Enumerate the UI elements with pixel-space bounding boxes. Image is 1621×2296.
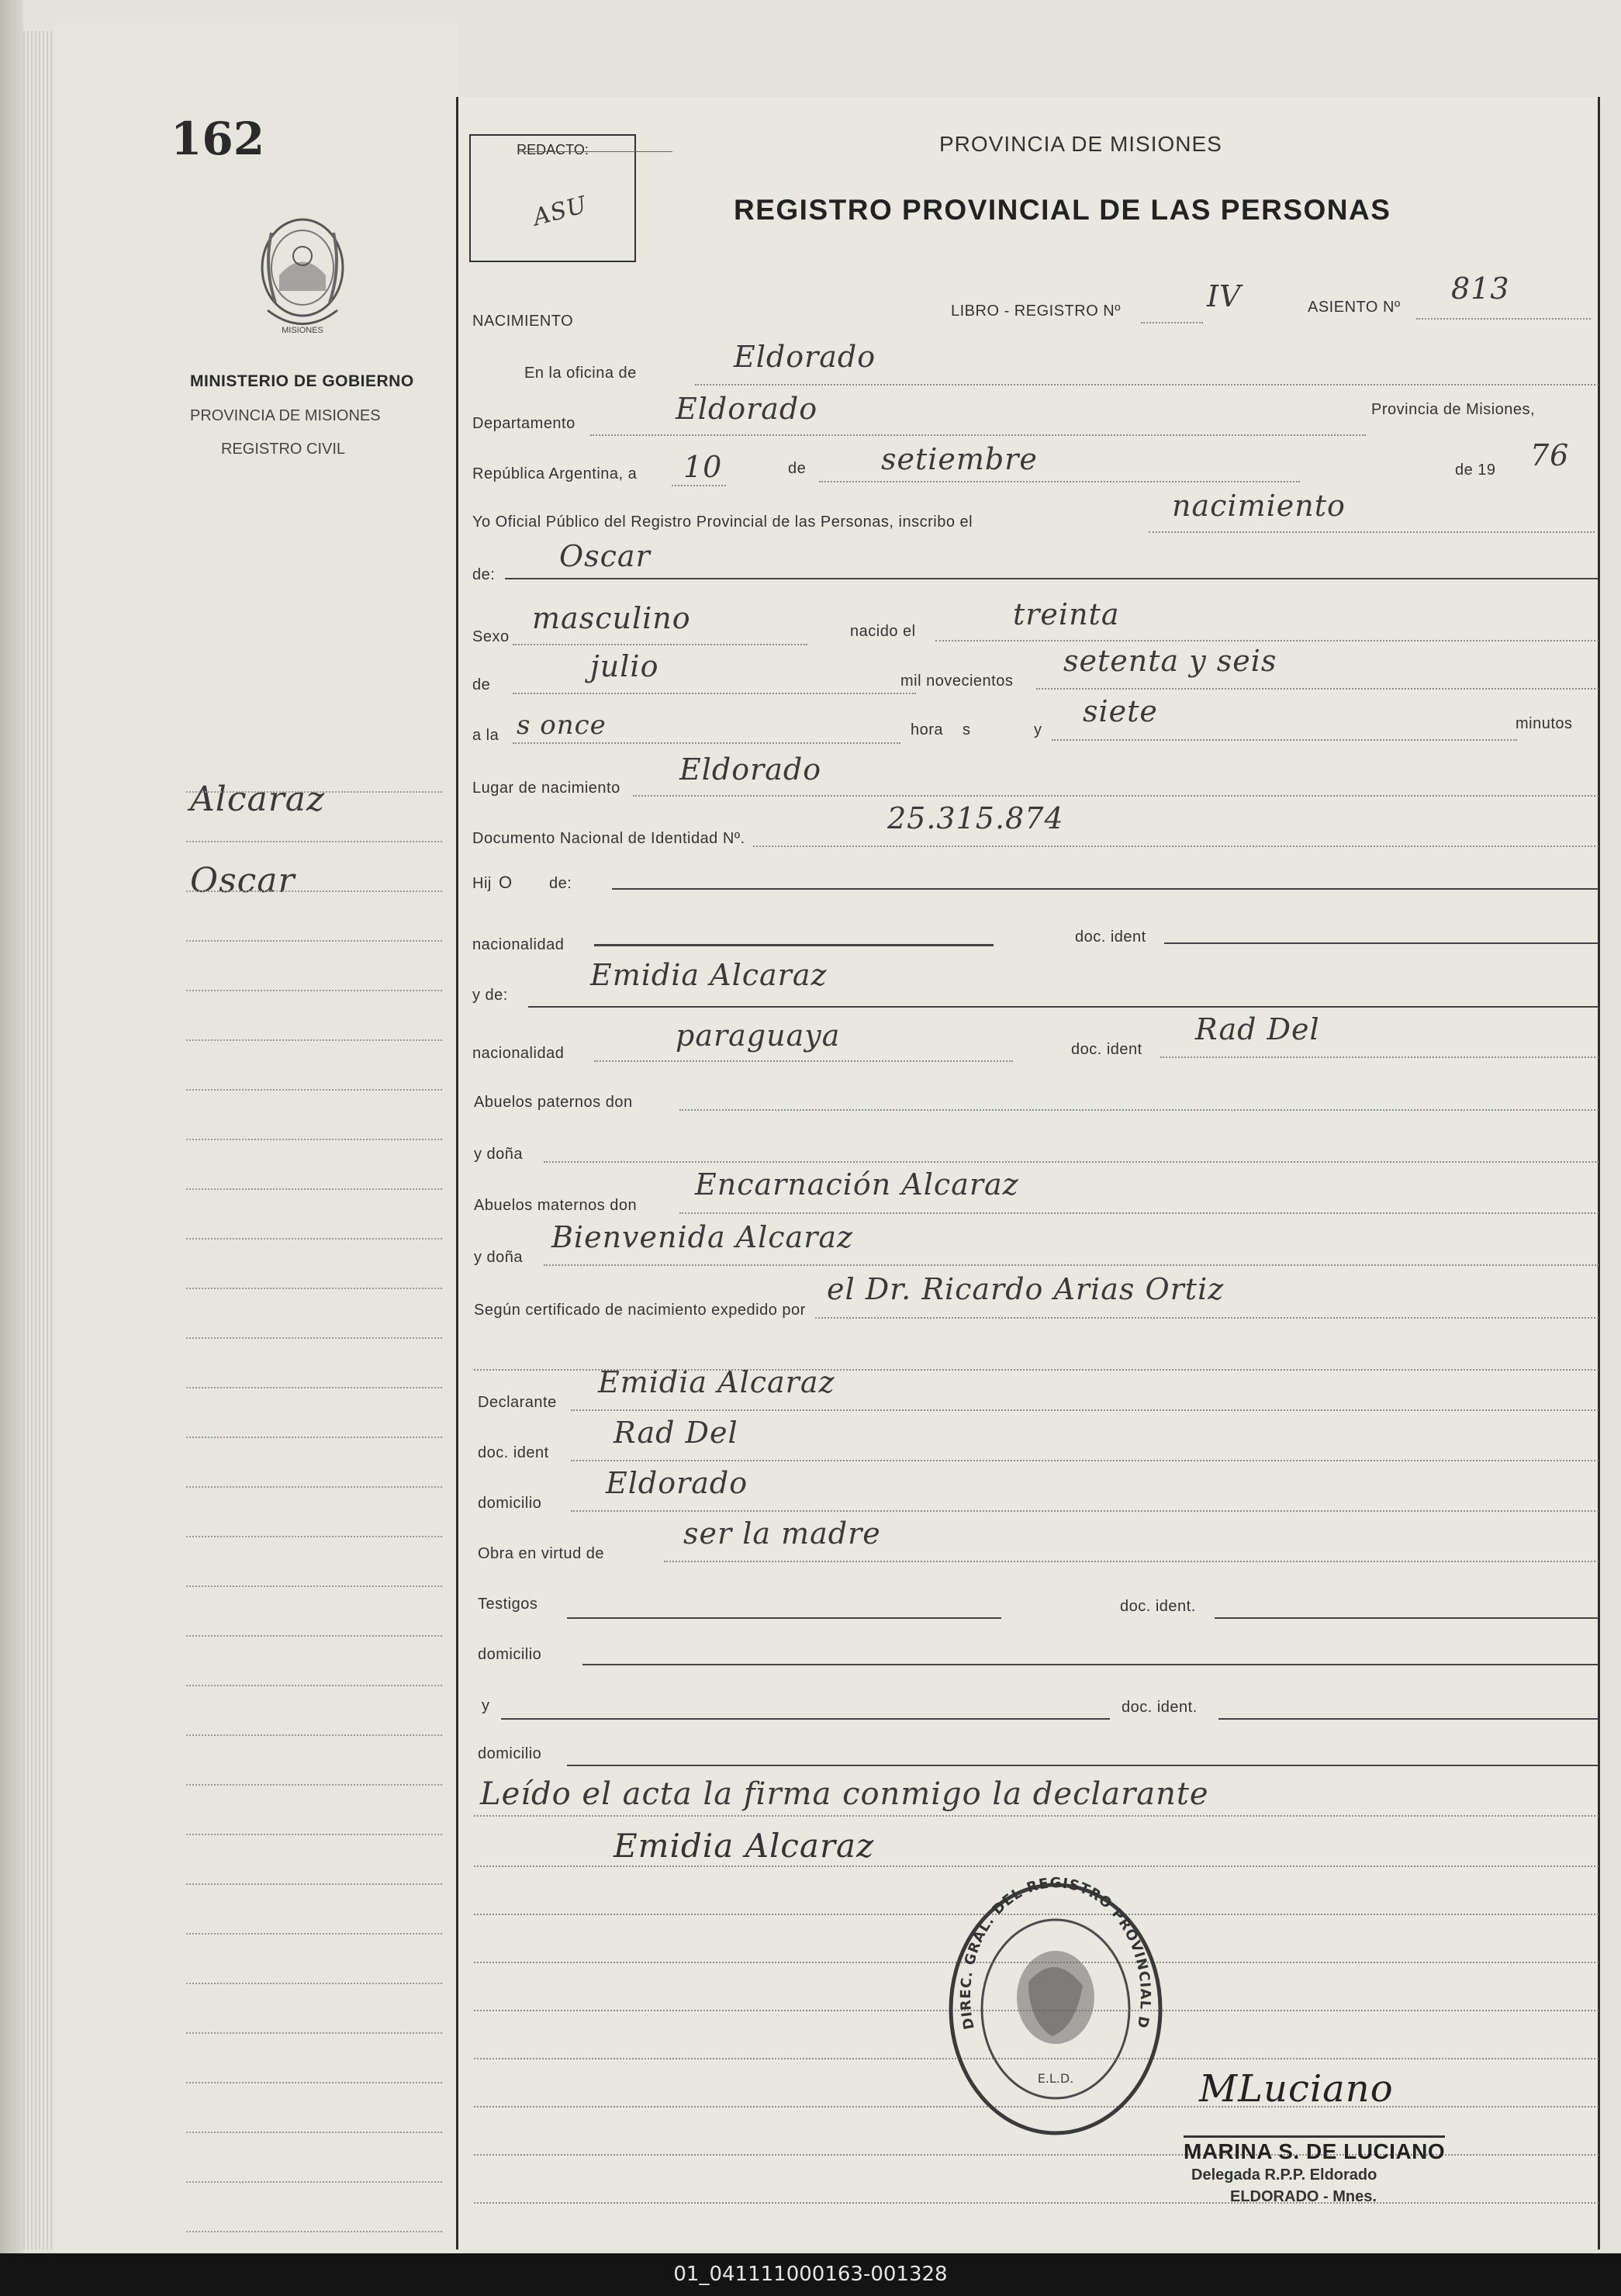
domicilio3-line bbox=[567, 1765, 1599, 1766]
mil-label: mil novecientos bbox=[900, 673, 1014, 690]
official-title: Delegada R.P.P. Eldorado bbox=[1191, 2166, 1377, 2184]
hora-suffix: s bbox=[963, 721, 971, 738]
margin-note-name: Oscar bbox=[190, 861, 296, 901]
dni-label: Documento Nacional de Identidad Nº. bbox=[472, 830, 745, 847]
minutos-label: minutos bbox=[1516, 715, 1573, 732]
margin-ruled-line bbox=[186, 1089, 442, 1091]
de2-label: de bbox=[472, 676, 491, 693]
nacido-label: nacido el bbox=[850, 623, 916, 640]
nombre-value: Oscar bbox=[559, 539, 651, 573]
doc-ident3-value: Rad Del bbox=[613, 1416, 738, 1450]
de-label: de bbox=[788, 460, 807, 477]
abuela-mat-value: Bienvenida Alcaraz bbox=[551, 1220, 854, 1254]
a-la-label: a la bbox=[472, 727, 499, 744]
abuela-mat-line bbox=[544, 1264, 1599, 1266]
book-binding bbox=[0, 0, 23, 2253]
ministry-line-3: REGISTRO CIVIL bbox=[220, 441, 346, 458]
form-ruled-line bbox=[474, 1866, 1599, 1867]
a-la-line bbox=[513, 742, 900, 744]
departamento-line bbox=[590, 434, 1366, 436]
declarante-signature: Emidia Alcaraz bbox=[613, 1827, 875, 1865]
margin-ruled-line bbox=[186, 1188, 442, 1190]
oficina-value: Eldorado bbox=[734, 340, 876, 374]
dia-line bbox=[672, 485, 726, 486]
margin-ruled-line bbox=[186, 940, 442, 942]
mes-nac-value: julio bbox=[590, 649, 659, 683]
scan-id-footer: 01_041111000163-001328 bbox=[0, 2253, 1621, 2296]
anio-nac-line bbox=[1036, 688, 1599, 690]
hora-label: hora bbox=[911, 721, 944, 738]
asiento-value: 813 bbox=[1451, 271, 1510, 306]
redacto-initials: ASU bbox=[530, 191, 590, 232]
declarante-label: Declarante bbox=[478, 1394, 557, 1411]
abuelos-mat-label: Abuelos maternos don bbox=[474, 1197, 638, 1214]
y-label: y bbox=[1034, 721, 1042, 738]
obra-value: ser la madre bbox=[683, 1516, 881, 1551]
y-testigo-label: y bbox=[482, 1697, 490, 1714]
seal-label: MISIONES bbox=[282, 326, 323, 335]
mes-line bbox=[819, 481, 1300, 482]
libro-line bbox=[1141, 322, 1203, 323]
margin-ruled-line bbox=[186, 1387, 442, 1388]
margin-ruled-line bbox=[186, 1983, 442, 1984]
domicilio3-label: domicilio bbox=[478, 1745, 542, 1762]
margin-ruled-line bbox=[186, 990, 442, 991]
asiento-line bbox=[1416, 318, 1591, 320]
sexo-label: Sexo bbox=[472, 628, 510, 645]
margin-ruled-line bbox=[186, 2231, 442, 2232]
nacionalidad1-line bbox=[594, 944, 994, 946]
doc-ident1-label: doc. ident bbox=[1075, 928, 1146, 946]
inscribo-value: nacimiento bbox=[1172, 489, 1346, 523]
stamp-inner-text: E.L.D. bbox=[1037, 2071, 1074, 2086]
birth-record-form bbox=[456, 97, 1600, 2249]
margin-ruled-line bbox=[186, 2181, 442, 2183]
nacionalidad2-line bbox=[594, 1060, 1013, 1062]
margin-ruled-line bbox=[186, 2132, 442, 2133]
form-ruled-line bbox=[474, 2202, 1599, 2204]
folio-number: 162 bbox=[171, 112, 265, 165]
lugar-value: Eldorado bbox=[679, 752, 822, 787]
domicilio-value: Eldorado bbox=[606, 1466, 748, 1500]
margin-ruled-line bbox=[186, 1039, 442, 1041]
anio-label: de 19 bbox=[1455, 462, 1496, 479]
official-stamp bbox=[943, 1873, 1168, 2137]
libro-label: LIBRO - REGISTRO Nº bbox=[951, 303, 1122, 320]
margin-ruled-line bbox=[186, 1585, 442, 1587]
margin-ruled-line bbox=[186, 1685, 442, 1686]
testigos-line bbox=[567, 1617, 1001, 1619]
madre-value: Emidia Alcaraz bbox=[590, 958, 828, 992]
abuelo-mat-value: Encarnación Alcaraz bbox=[695, 1167, 1019, 1202]
dni-value: 25.315.874 bbox=[887, 801, 1064, 835]
minutos-value: siete bbox=[1083, 694, 1158, 728]
ministry-line-1: MINISTERIO DE GOBIERNO bbox=[190, 372, 414, 390]
de-nombre-label: de: bbox=[472, 566, 496, 583]
margin-ruled-line bbox=[186, 841, 442, 842]
declarante-line bbox=[571, 1409, 1599, 1411]
margin-ruled-line bbox=[186, 1635, 442, 1637]
abuelos-pat-label: Abuelos paternos don bbox=[474, 1094, 633, 1111]
nacido-line bbox=[935, 640, 1599, 641]
dni-line bbox=[753, 845, 1599, 847]
domicilio-line bbox=[571, 1510, 1599, 1512]
margin-ruled-line bbox=[186, 1784, 442, 1786]
margin-ruled-line bbox=[186, 1883, 442, 1885]
doc-ident2-label: doc. ident bbox=[1071, 1041, 1142, 1058]
mes-nac-line bbox=[513, 693, 916, 694]
nombre-line bbox=[505, 578, 1599, 579]
minutos-line bbox=[1052, 739, 1517, 741]
redacto-underline bbox=[517, 151, 672, 152]
doc-ident5-label: doc. ident. bbox=[1122, 1699, 1198, 1716]
coat-of-arms-seal bbox=[248, 202, 357, 349]
hijo-de-label: de: bbox=[549, 875, 572, 892]
asiento-label: ASIENTO Nº bbox=[1308, 299, 1401, 316]
oficina-label: En la oficina de bbox=[524, 365, 637, 382]
margin-note-surname: Alcaraz bbox=[190, 780, 326, 819]
leido-text: Leído el acta la firma conmigo la declarante bbox=[480, 1776, 1209, 1812]
departamento-label: Departamento bbox=[472, 415, 575, 432]
testigo2-line bbox=[501, 1718, 1110, 1720]
doc-ident5-line bbox=[1218, 1718, 1599, 1720]
nacionalidad1-label: nacionalidad bbox=[472, 936, 565, 953]
leido-line bbox=[474, 1815, 1599, 1817]
doc-ident4-line bbox=[1215, 1617, 1599, 1619]
madre-line bbox=[528, 1006, 1599, 1008]
domicilio-label: domicilio bbox=[478, 1495, 542, 1512]
page-edges bbox=[23, 31, 54, 2249]
republica-label: República Argentina, a bbox=[472, 465, 638, 482]
domicilio2-line bbox=[582, 1664, 1599, 1665]
margin-ruled-line bbox=[186, 1536, 442, 1537]
margin-ruled-line bbox=[186, 1486, 442, 1488]
margin-ruled-line bbox=[186, 2032, 442, 2034]
margin-ruled-line bbox=[186, 1734, 442, 1736]
redacto-label: REDACTO: bbox=[517, 142, 589, 157]
anio-value: 76 bbox=[1530, 438, 1570, 472]
departamento-value: Eldorado bbox=[676, 392, 818, 426]
ministry-line-2: PROVINCIA DE MISIONES bbox=[190, 407, 381, 424]
nacionalidad2-value: paraguaya bbox=[676, 1018, 841, 1053]
declarante-value: Emidia Alcaraz bbox=[598, 1365, 835, 1399]
redacto-box bbox=[469, 134, 636, 262]
certificado-label: Según certificado de nacimiento expedido por bbox=[474, 1302, 806, 1319]
abuela-pat-line bbox=[544, 1161, 1599, 1163]
official-signature: MLuciano bbox=[1199, 2067, 1394, 2111]
lugar-line bbox=[633, 795, 1599, 797]
obra-label: Obra en virtud de bbox=[478, 1545, 605, 1562]
inscribo-line bbox=[1149, 531, 1595, 533]
sexo-line bbox=[513, 644, 807, 645]
official-place: ELDORADO - Mnes. bbox=[1230, 2188, 1377, 2205]
registry-title: REGISTRO PROVINCIAL DE LAS PERSONAS bbox=[734, 194, 1391, 226]
obra-line bbox=[664, 1561, 1599, 1562]
nacido-value: treinta bbox=[1013, 597, 1120, 631]
province-header: PROVINCIA DE MISIONES bbox=[939, 132, 1222, 156]
margin-ruled-line bbox=[186, 890, 442, 892]
abuelo-pat-line bbox=[679, 1109, 1599, 1111]
margin-ruled-line bbox=[186, 2082, 442, 2083]
doc-ident2-value: Rad Del bbox=[1195, 1012, 1320, 1046]
mes-value: setiembre bbox=[881, 442, 1038, 476]
testigos-label: Testigos bbox=[478, 1596, 538, 1613]
margin-ruled-line bbox=[186, 1288, 442, 1289]
provincia-suffix: Provincia de Misiones, bbox=[1371, 401, 1536, 418]
domicilio2-label: domicilio bbox=[478, 1646, 542, 1663]
margin-ruled-line bbox=[186, 1933, 442, 1935]
madre-label: y de: bbox=[472, 987, 508, 1004]
margin-ruled-line bbox=[186, 1437, 442, 1438]
hijo-label: Hij bbox=[472, 875, 492, 892]
doc-ident3-label: doc. ident bbox=[478, 1444, 549, 1461]
padre-line bbox=[612, 888, 1599, 890]
doc-ident1-line bbox=[1164, 942, 1599, 944]
certificado-line bbox=[815, 1317, 1599, 1319]
margin-ruled-line bbox=[186, 791, 442, 793]
dia-value: 10 bbox=[683, 450, 723, 484]
abuela-pat-label: y doña bbox=[474, 1146, 524, 1163]
doc-ident3-line bbox=[571, 1460, 1599, 1461]
stamp-icon bbox=[943, 1873, 1168, 2137]
record-type-label: NACIMIENTO bbox=[472, 313, 574, 330]
hijo-suffix: O bbox=[499, 873, 513, 892]
sexo-value: masculino bbox=[532, 601, 691, 635]
yo-oficial-label: Yo Oficial Público del Registro Provincial de las Personas, inscribo el bbox=[472, 513, 973, 531]
abuela-mat-label: y doña bbox=[474, 1249, 524, 1266]
margin-ruled-line bbox=[186, 1834, 442, 1835]
oficina-line bbox=[695, 384, 1599, 386]
anio-nac-value: setenta y seis bbox=[1063, 644, 1277, 678]
margin-ruled-line bbox=[186, 1238, 442, 1240]
official-name: MARINA S. DE LUCIANO bbox=[1184, 2135, 1445, 2164]
lugar-label: Lugar de nacimiento bbox=[472, 780, 620, 797]
margin-ruled-line bbox=[186, 1337, 442, 1339]
doc-ident4-label: doc. ident. bbox=[1120, 1598, 1196, 1615]
a-la-value: s once bbox=[517, 710, 607, 741]
stamp-ring-text: DIREC. GRAL. DEL REGISTRO PROVINCIAL D bbox=[957, 1875, 1154, 2031]
abuelo-mat-line bbox=[679, 1212, 1599, 1214]
certificado-value: el Dr. Ricardo Arias Ortiz bbox=[827, 1272, 1225, 1306]
margin-ruled-line bbox=[186, 1139, 442, 1140]
libro-value: IV bbox=[1207, 279, 1242, 313]
nacionalidad2-label: nacionalidad bbox=[472, 1045, 565, 1062]
doc-ident2-line bbox=[1160, 1056, 1599, 1058]
